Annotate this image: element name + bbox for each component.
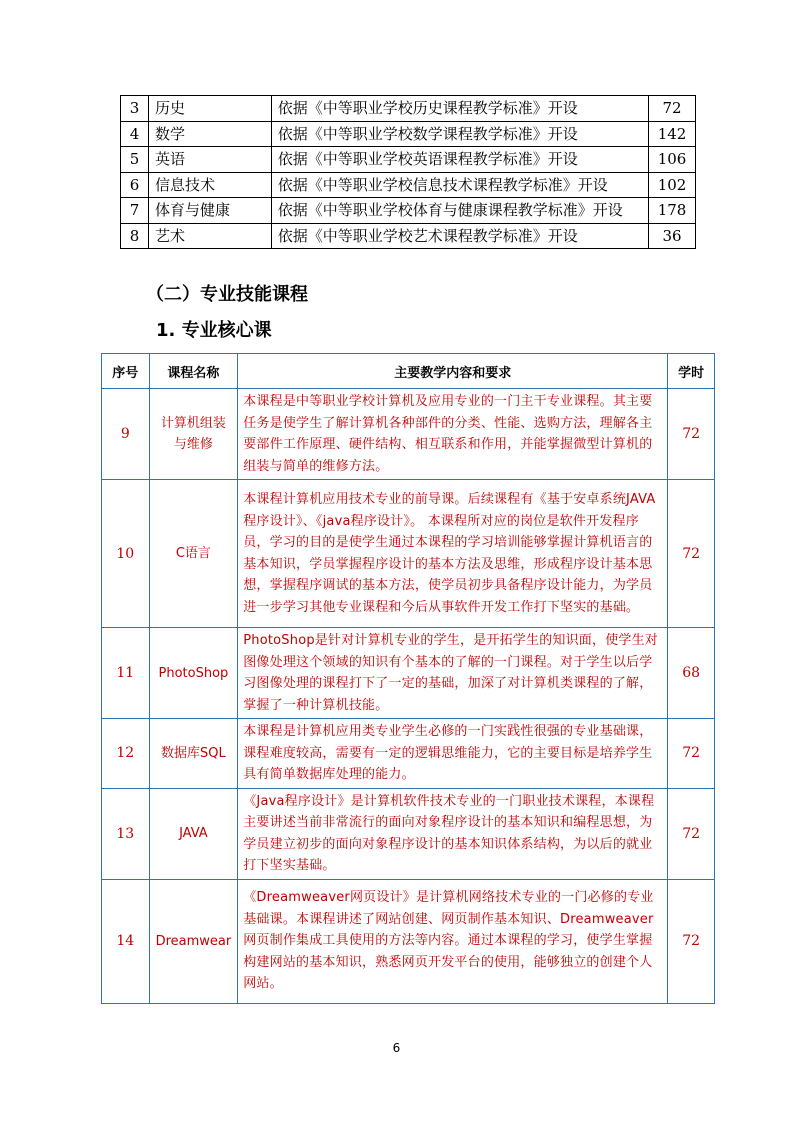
table-row (102, 719, 715, 789)
course-hours: 72 (668, 480, 715, 628)
table-row (121, 172, 696, 198)
course-name: 信息技术 (148, 172, 271, 198)
table-row (102, 879, 715, 1003)
table-row (121, 223, 696, 249)
course-name: 数学 (148, 121, 271, 147)
course-no: 4 (121, 121, 149, 147)
course-name: C语言 (149, 480, 238, 628)
course-name: 英语 (148, 147, 271, 173)
course-name: 计算机组装与维修 (149, 389, 238, 480)
course-content: 《Java程序设计》是计算机软件技术专业的一门职业技术课程，本课程主要讲述当前非常流行的面向对象程序设计的基本知识和编程思想，为学员建立初步的面向对象程序设计的基本知识体系结构，为以后的就业打下坚实基础。 (238, 788, 668, 879)
course-basis: 依据《中等职业学校体育与健康课程教学标准》开设 (271, 198, 648, 224)
core-courses-table (101, 353, 715, 1004)
course-hours: 72 (668, 719, 715, 789)
course-content: 《Dreamweaver网页设计》是计算机网络技术专业的一门必修的专业基础课。本课程讲述了网站创建、网页制作基本知识、Dreamweaver网页制作集成工具使用的方法等内容。通过本课程的学习，使学生掌握构建网站的基本知识，熟悉网页开发平台的使用，能够独立的创建个人网站。 (238, 879, 668, 1003)
header-name: 课程名称 (149, 354, 238, 389)
table-row (102, 480, 715, 628)
course-name: 历史 (148, 96, 271, 122)
table-row (102, 628, 715, 719)
course-name: 数据库SQL (149, 719, 238, 789)
course-no: 5 (121, 147, 149, 173)
course-name: Dreamwear (149, 879, 238, 1003)
course-no: 6 (121, 172, 149, 198)
header-no: 序号 (102, 354, 150, 389)
table-header-row (102, 354, 715, 389)
course-hours: 178 (649, 198, 696, 224)
course-hours: 36 (649, 223, 696, 249)
table-row (121, 96, 696, 122)
table-row (121, 147, 696, 173)
course-name: JAVA (149, 788, 238, 879)
course-content: 本课程是计算机应用类专业学生必修的一门实践性很强的专业基础课，课程难度较高，需要有一定的逻辑思维能力，它的主要目标是培养学生具有简单数据库处理的能力。 (238, 719, 668, 789)
general-courses-table (120, 95, 696, 249)
course-name: 体育与健康 (148, 198, 271, 224)
course-hours: 72 (668, 788, 715, 879)
course-hours: 72 (649, 96, 696, 122)
course-no: 13 (102, 788, 150, 879)
course-no: 11 (102, 628, 150, 719)
course-content: 本课程计算机应用技术专业的前导课。后续课程有《基于安卓系统JAVA程序设计》、《java程序设计》。 本课程所对应的岗位是软件开发程序员，学习的目的是使学生通过本课程的学习培训能够掌握计算机语言的基本知识，学员掌握程序设计的基本方法及思维，形成程序设计基本思想，掌握程序调试的基本方法，使学员初步具备程序设计能力，为学员进一步学习其他专业课程和今后从事软件开发工作打下坚实的基础。 (238, 480, 668, 628)
subsection-heading: 1. 专业核心课 (156, 320, 272, 341)
course-basis: 依据《中等职业学校数学课程教学标准》开设 (271, 121, 648, 147)
course-hours: 106 (649, 147, 696, 173)
table-row (121, 121, 696, 147)
course-no: 8 (121, 223, 149, 249)
course-no: 3 (121, 96, 149, 122)
header-content: 主要教学内容和要求 (238, 354, 668, 389)
course-no: 9 (102, 389, 150, 480)
course-no: 7 (121, 198, 149, 224)
course-hours: 68 (668, 628, 715, 719)
course-hours: 72 (668, 389, 715, 480)
course-content: 本课程是中等职业学校计算机及应用专业的一门主干专业课程。其主要任务是使学生了解计算机各种部件的分类、性能、选购方法，理解各主要部件工作原理、硬件结构、相互联系和作用，并能掌握微型计算机的组装与简单的维修方法。 (238, 389, 668, 480)
course-basis: 依据《中等职业学校艺术课程教学标准》开设 (271, 223, 648, 249)
course-hours: 102 (649, 172, 696, 198)
header-hours: 学时 (668, 354, 715, 389)
course-no: 10 (102, 480, 150, 628)
page-number: 6 (392, 1041, 401, 1055)
table-row (102, 389, 715, 480)
course-hours: 72 (668, 879, 715, 1003)
course-hours: 142 (649, 121, 696, 147)
course-basis: 依据《中等职业学校英语课程教学标准》开设 (271, 147, 648, 173)
course-no: 14 (102, 879, 150, 1003)
course-name: PhotoShop (149, 628, 238, 719)
course-basis: 依据《中等职业学校历史课程教学标准》开设 (271, 96, 648, 122)
course-no: 12 (102, 719, 150, 789)
course-content: PhotoShop是针对计算机专业的学生，是开拓学生的知识面，使学生对图像处理这个领域的知识有个基本的了解的一门课程。对于学生以后学习图像处理的课程打下了一定的基础，加深了对计算机类课程的了解，掌握了一种计算机技能。 (238, 628, 668, 719)
course-name: 艺术 (148, 223, 271, 249)
table-row (102, 788, 715, 879)
table-row (121, 198, 696, 224)
course-basis: 依据《中等职业学校信息技术课程教学标准》开设 (271, 172, 648, 198)
section-heading: （二）专业技能课程 (146, 284, 308, 305)
